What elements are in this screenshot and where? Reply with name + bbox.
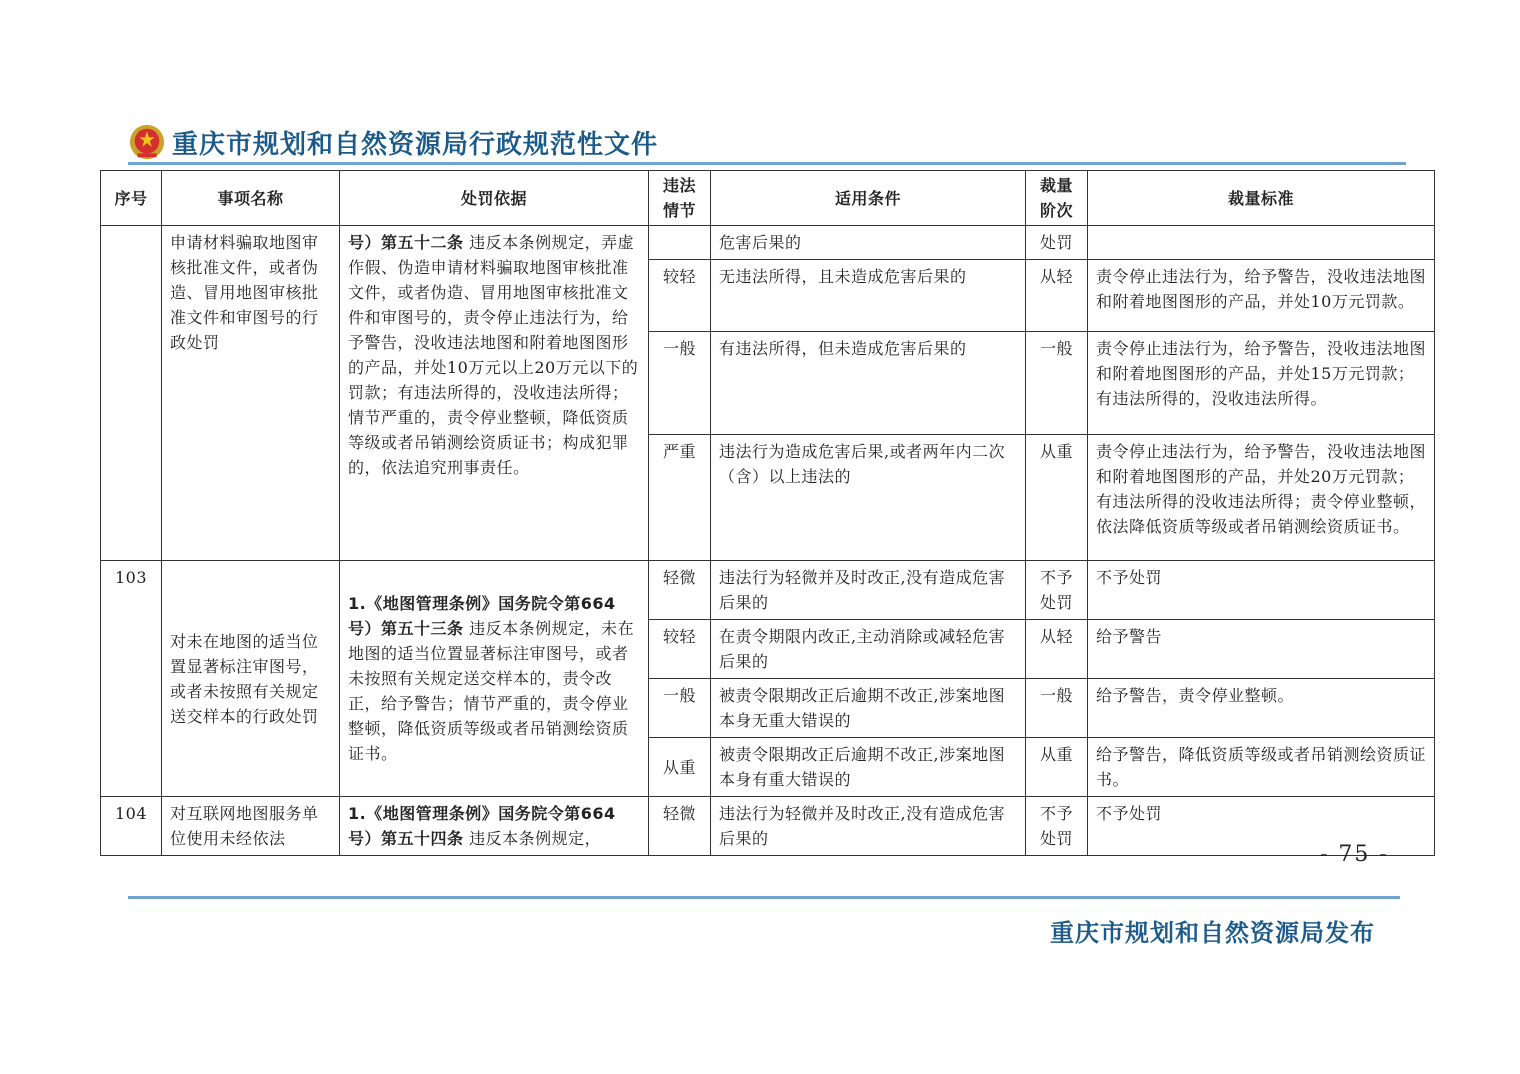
cell-level: 一般 (649, 332, 711, 435)
col-header-item-name: 事项名称 (162, 171, 340, 226)
cell-level (649, 226, 711, 260)
cell-item-name: 对未在地图的适当位置显著标注审图号，或者未按照有关规定送交样本的行政处罚 (162, 561, 340, 797)
cell-condition: 违法行为轻微并及时改正,没有造成危害后果的 (711, 561, 1026, 620)
cell-standard: 给予警告，责令停业整顿。 (1088, 679, 1435, 738)
cell-level: 较轻 (649, 260, 711, 332)
cell-stage: 一般 (1026, 679, 1088, 738)
table-header-row (101, 171, 1435, 226)
cell-condition: 违法行为造成危害后果,或者两年内二次（含）以上违法的 (711, 435, 1026, 561)
basis-text: 违反本条例规定，未在地图的适当位置显著标注审图号，或者未按照有关规定送交样本的，责令改正，给予警告；情节严重的，责令停业整顿，降低资质等级或者吊销测绘资质证书。 (348, 619, 635, 763)
cell-stage: 不予处罚 (1026, 797, 1088, 856)
header-title: 重庆市规划和自然资源局行政规范性文件 (172, 129, 659, 160)
national-emblem-icon (128, 123, 166, 161)
cell-level: 从重 (649, 738, 711, 797)
page-number: - 75 - (1320, 842, 1389, 867)
cell-standard: 不予处罚 (1088, 561, 1435, 620)
basis-article-ref: 1.《地图管理条例》国务院令第664号）第五十三条 (348, 594, 616, 638)
header-divider (128, 162, 1406, 165)
col-header-level (649, 171, 711, 226)
cell-condition: 被责令限期改正后逾期不改正,涉案地图本身无重大错误的 (711, 679, 1026, 738)
cell-stage: 从轻 (1026, 260, 1088, 332)
cell-condition: 被责令限期改正后逾期不改正,涉案地图本身有重大错误的 (711, 738, 1026, 797)
cell-condition: 在责令期限内改正,主动消除或减轻危害后果的 (711, 620, 1026, 679)
footer-publisher: 重庆市规划和自然资源局发布 (1050, 919, 1375, 947)
cell-condition: 违法行为轻微并及时改正,没有造成危害后果的 (711, 797, 1026, 856)
cell-item-name: 对互联网地图服务单位使用未经依法 (162, 797, 340, 856)
cell-standard: 给予警告 (1088, 620, 1435, 679)
cell-basis (340, 561, 649, 797)
cell-basis (340, 797, 649, 856)
cell-standard: 责令停止违法行为，给予警告，没收违法地图和附着地图图形的产品，并处15万元罚款；有违法所得的，没收违法所得。 (1088, 332, 1435, 435)
table-row (101, 797, 1435, 856)
col-header-stage-text: 裁量阶次 (1039, 176, 1073, 220)
table-row (101, 226, 1435, 260)
cell-stage: 不予处罚 (1026, 561, 1088, 620)
basis-article-ref: 号）第五十二条 (348, 233, 464, 252)
cell-seq: 103 (101, 561, 162, 797)
col-header-stage (1026, 171, 1088, 226)
basis-article-ref: 1.《地图管理条例》国务院令第664号）第五十四条 (348, 804, 616, 848)
cell-standard: 责令停止违法行为，给予警告，没收违法地图和附着地图图形的产品，并处10万元罚款。 (1088, 260, 1435, 332)
cell-item-name: 申请材料骗取地图审核批准文件，或者伪造、冒用地图审核批准文件和审图号的行政处罚 (162, 226, 340, 561)
cell-stage: 从重 (1026, 738, 1088, 797)
cell-seq: 104 (101, 797, 162, 856)
col-header-condition: 适用条件 (711, 171, 1026, 226)
cell-standard (1088, 226, 1435, 260)
table-body (101, 226, 1435, 856)
cell-level: 较轻 (649, 620, 711, 679)
cell-level: 严重 (649, 435, 711, 561)
col-header-basis: 处罚依据 (340, 171, 649, 226)
cell-condition: 有违法所得，但未造成危害后果的 (711, 332, 1026, 435)
penalty-table (100, 170, 1435, 856)
cell-stage: 从轻 (1026, 620, 1088, 679)
cell-level: 一般 (649, 679, 711, 738)
cell-level: 轻微 (649, 561, 711, 620)
cell-standard: 不予处罚 (1088, 797, 1435, 856)
cell-seq (101, 226, 162, 561)
basis-text: 违反本条例规定， (463, 829, 602, 848)
cell-stage: 从重 (1026, 435, 1088, 561)
cell-condition: 无违法所得，且未造成危害后果的 (711, 260, 1026, 332)
footer-divider (128, 896, 1400, 899)
col-header-standard: 裁量标准 (1088, 171, 1435, 226)
document-header (128, 120, 658, 164)
table-row (101, 561, 1435, 620)
col-header-seq: 序号 (101, 171, 162, 226)
cell-standard: 责令停止违法行为，给予警告，没收违法地图和附着地图图形的产品，并处20万元罚款；有违法所得的没收违法所得；责令停业整顿，依法降低资质等级或者吊销测绘资质证书。 (1088, 435, 1435, 561)
basis-text: 违反本条例规定，弄虚作假、伪造申请材料骗取地图审核批准文件，或者伪造、冒用地图审核批准文件和审图号的，责令停止违法行为，给予警告，没收违法地图和附着地图图形的产品，并处10万元以上20万元以下的罚款；有违法所得的，没收违法所得；情节严重的，责令停业整顿，降低资质等级或者吊销测绘资质证书；构成犯罪的，依法追究刑事责任。 (348, 233, 639, 477)
cell-condition: 危害后果的 (711, 226, 1026, 260)
cell-level: 轻微 (649, 797, 711, 856)
col-header-level-text: 违法情节 (662, 176, 696, 220)
cell-stage: 一般 (1026, 332, 1088, 435)
cell-basis (340, 226, 649, 561)
cell-stage: 处罚 (1026, 226, 1088, 260)
cell-standard: 给予警告，降低资质等级或者吊销测绘资质证书。 (1088, 738, 1435, 797)
